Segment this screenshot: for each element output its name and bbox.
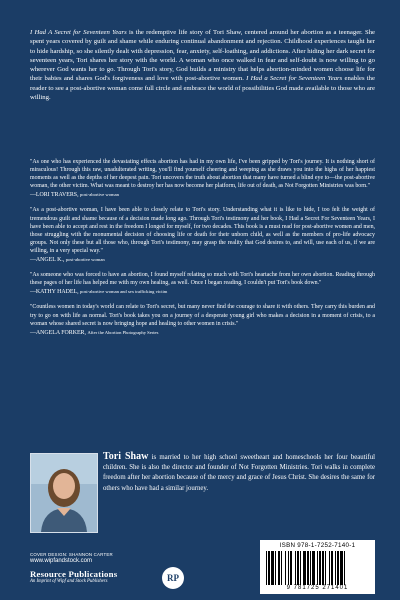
credits <box>30 552 230 564</box>
endorsement-role: post-abortive woman <box>65 257 105 263</box>
endorsement-attribution <box>30 329 375 337</box>
publisher-logo-icon: RP <box>162 567 184 589</box>
publisher-imprint: An Imprint of Wipf and Stock Publishers <box>30 579 108 584</box>
cover-design-credit: COVER DESIGN: SHANNON CARTER <box>30 552 113 557</box>
endorsement-name: —ANGELA FORKER, <box>30 329 86 336</box>
endorsement <box>30 206 375 264</box>
author-name: Tori Shaw <box>103 451 149 462</box>
endorsement <box>30 303 375 336</box>
endorsement <box>30 158 375 199</box>
synopsis-title-2: I Had a Secret for Seventeen Years <box>246 75 343 83</box>
author-photo <box>30 453 98 533</box>
endorsement-role: After the Abortion Photography Series <box>87 329 159 335</box>
endorsement-attribution <box>30 288 375 296</box>
endorsement-quote: "As a post-abortive woman, I have been able to closely relate to Tori's story. Understanding what it is like to hide, I too felt the weight of tremendous guilt and shame because of a decision made long ago. Through Tori's testimony and her book, I Had a Secret For Seventeen Years, I have been able to accept and rest in the freedom I longed for myself, for two decades. This book is a must read for post-abortive women and men, those struggling with the monumental decision of choosing life or death for their unborn child, as well as the members of pro-life advocacy groups. Not only these but all those who, through Tori's testimony, may grasp the reality that God desires to, and will, use each of us, if we are willing, in a very special way." <box>30 207 375 254</box>
endorsement-name: —KATHY HADEL, <box>30 289 79 296</box>
synopsis-title-1: I Had A Secret for Seventeen Years <box>30 29 127 36</box>
barcode-icon <box>266 551 369 585</box>
author-bio <box>103 452 375 494</box>
endorsement-quote: "As one who has experienced the devastating effects abortion has had in my own life, I've been gripped by Tori's journey. It is nothing short of miraculous! Through this raw, unadulterated writing, you'll find yourself cheering and weeping as she draws you into the highs of her happiest moments as well as the depths of her deepest pain. Tori uncovers the truth about abortion that many have turned a blind eye to—the post-abortive woman, the other victim. What was meant to destroy her has now become her platform, life out of death, as Not Forgotten Ministries was born." <box>30 159 375 190</box>
endorsement-attribution <box>30 256 375 264</box>
author-portrait-icon <box>31 454 97 532</box>
endorsement-role: post-abortive woman <box>80 192 119 198</box>
endorsement-role: post-abortive woman and sex trafficking victim <box>80 289 168 295</box>
endorsement-quote: "As someone who was forced to have an abortion, I found myself relating so much with Tori's heartache from her own abortion. Reading through these pages of her life has helped me with my own healing, as well. Once I began reading, I couldn't put Tori's book down." <box>30 272 375 287</box>
publisher-name: Resource Publications <box>30 569 118 579</box>
synopsis-text-2: enables the reader to see a post-abortive woman come full circle and embrace the world of possibilities God made available to those who are willing. <box>30 75 375 102</box>
synopsis-text-1: is the redemptive life story of Tori Shaw, centered around her abortion as a teenager. She spent years covered by guilt and shame while enduring continual abandonment and rejection. Childhood experiences taught her to hide hardship, so she silently dealt with depression, fear, anxiety, self-loathing, and addictions. After hiding her dark secret for seventeen years, Tori shares her story with the world. A woman who once walked in fear and self-doubt is now willing to go wherever God wants her to go. Through Tori's story, God builds a ministry that helps abortion-minded women choose life for their babies and shares God's forgiveness and love with post-abortive women. <box>30 29 376 83</box>
barcode-number: 9 781725 271401 <box>286 585 349 591</box>
endorsement-name: —LORI TRAVERS, <box>30 192 79 199</box>
author-bio-text: is married to her high school sweetheart and homeschools her four beautiful children. She is also the director and founder of Not Forgotten Ministries. Tori walks in complete freedom after her abortion because of the mercy and grace of Jesus Christ. She desires the same for others who have had a similar journey. <box>103 454 375 492</box>
publisher-url: www.wipfandstock.com <box>30 558 93 564</box>
endorsement <box>30 271 375 296</box>
isbn-barcode <box>260 540 375 594</box>
endorsements <box>30 158 375 344</box>
isbn-label: ISBN 978-1-7252-7140-1 <box>279 542 356 549</box>
endorsement-attribution <box>30 191 375 199</box>
synopsis <box>30 28 375 102</box>
endorsement-name: —ANGEL K., <box>30 257 65 264</box>
endorsement-quote: "Countless women in today's world can relate to Tori's secret, but many never find the courage to share it with others. They carry this burden and try to go on with life as normal. Tori's book takes you on a journey of a desperate young girl who makes a decision in a moment of crisis, to a woman whose shared secret is now bringing hope and healing to other women in crisis." <box>30 304 375 327</box>
